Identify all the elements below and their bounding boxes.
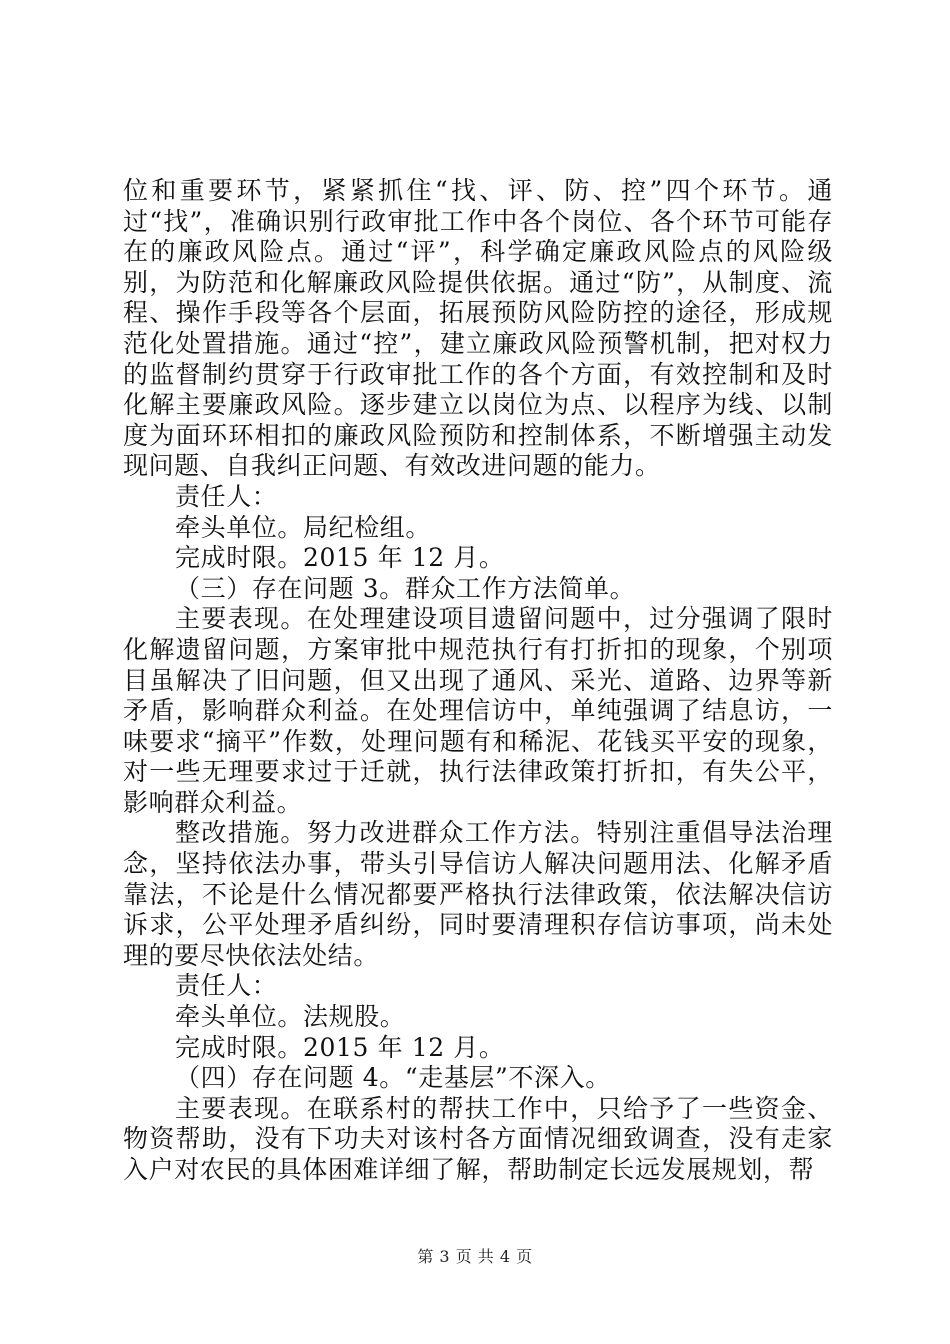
paragraph-issue-4-manifestation: 主要表现。在联系村的帮扶工作中，只给予了一些资金、物资帮助，没有下功夫对该村各方面情况细致调查，没有走家入户对农民的具体困难详细了解，帮助制定长远发展规划，帮: [123, 1093, 833, 1184]
paragraph-responsible-2: 责任人：: [175, 971, 278, 1001]
paragraph-responsible-1: 责任人：: [175, 481, 278, 511]
document-body: [123, 176, 833, 1186]
paragraph-deadline-2: 完成时限。2015 年 12 月。: [175, 1032, 505, 1062]
paragraph-issue-3-measures: 整改措施。努力改进群众工作方法。特别注重倡导法治理念，坚持依法办事，带头引导信访人解决问题用法、化解矛盾靠法，不论是什么情况都要严格执行法律政策，依法解决信访诉求，公平处理矛盾纠纷，同时要清理积存信访事项，尚未处理的要尽快依法处结。: [123, 818, 833, 970]
page-footer: 第 3 页 共 4 页: [417, 1247, 533, 1266]
paragraph-deadline-1: 完成时限。2015 年 12 月。: [175, 543, 505, 573]
paragraph-lead-unit-1: 牵头单位。局纪检组。: [175, 512, 432, 542]
paragraph-issue-3-manifestation: 主要表现。在处理建设项目遗留问题中，过分强调了限时化解遗留问题，方案审批中规范执行有打折扣的现象，个别项目虽解决了旧问题，但又出现了通风、采光、道路、边界等新矛盾，影响群众利益。在处理信访中，单纯强调了结息访，一味要求“摘平”作数，处理问题有和稀泥、花钱买平安的现象，对一些无理要求过于迁就，执行法律政策打折扣，有失公平，影响群众利益。: [123, 604, 833, 817]
paragraph-risk-control-cont: 位和重要环节，紧紧抓住“找、评、防、控”四个环节。通过“找”，准确识别行政审批工作中各个岗位、各个环节可能存在的廉政风险点。通过“评”，科学确定廉政风险点的风险级别，为防范和化解廉政风险提供依据。通过“防”，从制度、流程、操作手段等各个层面，拓展预防风险防控的途径，形成规范化处置措施。通过“控”，建立廉政风险预警机制，把对权力的监督制约贯穿于行政审批工作的各个方面，有效控制和及时化解主要廉政风险。逐步建立以岗位为点、以程序为线、以制度为面环环相扣的廉政风险预防和控制体系，不断增强主动发现问题、自我纠正问题、有效改进问题的能力。: [123, 176, 833, 481]
paragraph-issue-3-heading: （三）存在问题 3。群众工作方法简单。: [175, 573, 636, 603]
paragraph-lead-unit-2: 牵头单位。法规股。: [175, 1002, 406, 1032]
paragraph-issue-4-heading: （四）存在问题 4。“走基层”不深入。: [175, 1063, 611, 1093]
